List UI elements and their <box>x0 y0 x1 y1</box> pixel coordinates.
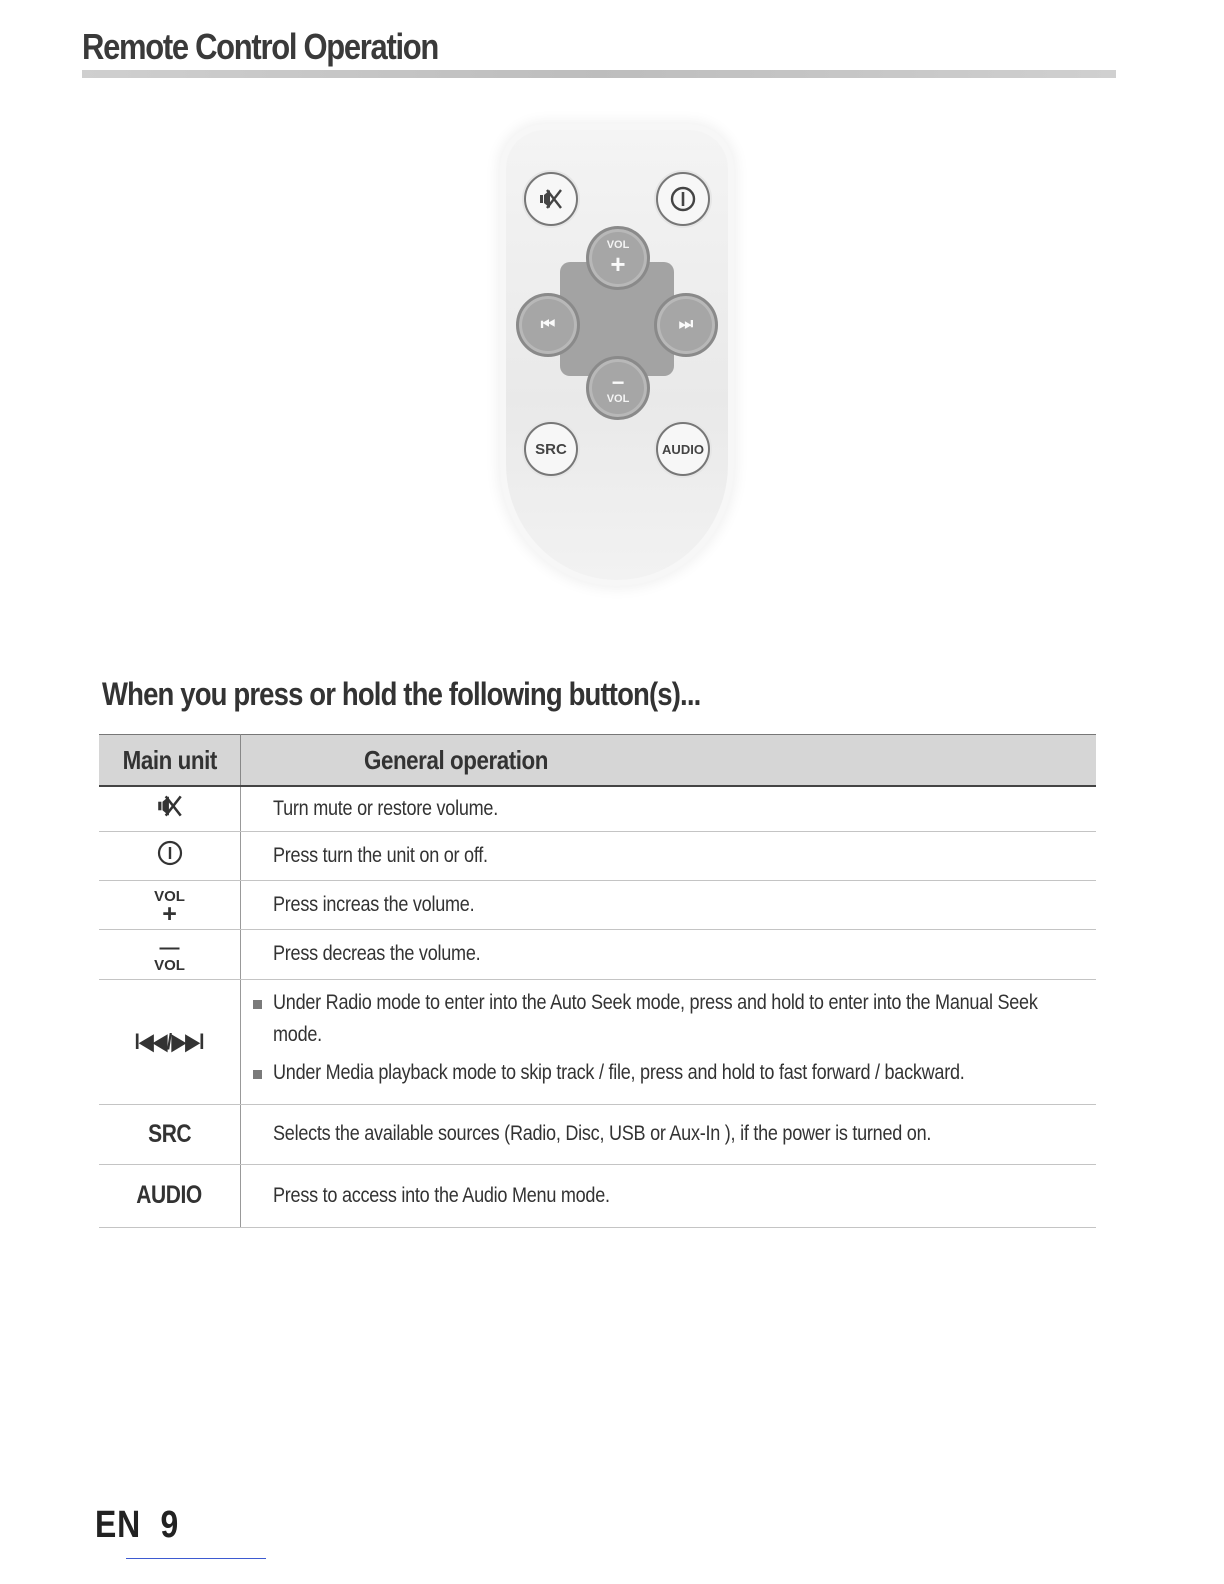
page-number: 9 <box>160 1504 180 1546</box>
remote-src-button <box>524 422 578 476</box>
table-row <box>99 1164 1096 1227</box>
vol-label: VOL <box>606 238 630 251</box>
mute-icon <box>537 186 565 212</box>
table-row <box>99 929 1096 979</box>
key-cell <box>99 831 241 880</box>
remote-vol-up-button <box>586 226 650 290</box>
vol-label: VOL <box>606 392 630 405</box>
operation-table <box>99 734 1096 1228</box>
bullet-item <box>273 987 1095 1051</box>
table-header-row <box>99 735 1096 787</box>
desc-cell <box>241 979 1097 1104</box>
power-icon <box>155 838 185 868</box>
remote-control-illustration <box>498 112 738 592</box>
remote-next-button <box>654 293 718 357</box>
table-row <box>99 1104 1096 1164</box>
desc-cell <box>241 880 1097 929</box>
header-general-operation-label: General operation <box>363 744 549 775</box>
footer-language: EN <box>95 1504 142 1546</box>
desc-cell <box>241 831 1097 880</box>
row-desc: Press decreas the volume. <box>273 942 481 965</box>
table-row <box>99 831 1096 880</box>
bullet-square-icon <box>253 1070 262 1079</box>
bullet-list <box>273 981 1095 1103</box>
skip-keys-label: I◀◀/▶▶I <box>134 1028 205 1054</box>
vol-label: VOL <box>154 887 185 905</box>
key-cell <box>99 979 241 1104</box>
table-row <box>99 979 1096 1104</box>
key-cell <box>99 1164 241 1227</box>
audio-key-label: AUDIO <box>136 1181 203 1209</box>
row-desc: Turn mute or restore volume. <box>273 796 498 820</box>
row-desc: Press to access into the Audio Menu mode. <box>273 1183 610 1207</box>
prev-track-icon: ⏮ <box>540 316 556 333</box>
plus-icon: + <box>610 248 626 279</box>
power-icon <box>668 184 698 214</box>
desc-cell <box>241 1104 1097 1164</box>
desc-cell <box>241 1164 1097 1227</box>
title-rule <box>82 70 1116 78</box>
minus-icon: — <box>159 936 180 959</box>
bullet-square-icon <box>253 1000 262 1009</box>
plus-icon: + <box>162 899 177 928</box>
remote-prev-button <box>516 293 580 357</box>
key-cell <box>99 880 241 929</box>
row-desc: Selects the available sources (Radio, Disc, USB or Aux-In ), if the power is turned on. <box>273 1122 932 1145</box>
src-key-label: SRC <box>147 1119 192 1148</box>
vol-label: VOL <box>154 956 185 974</box>
src-label: SRC <box>535 440 567 458</box>
vol-up-key <box>154 889 185 927</box>
table-row <box>99 880 1096 929</box>
header-main-unit-label: Main unit <box>122 744 217 775</box>
remote-audio-button <box>656 422 710 476</box>
key-cell <box>99 1104 241 1164</box>
remote-power-button <box>656 172 710 226</box>
footer-line <box>126 1558 266 1559</box>
minus-icon: − <box>611 369 625 395</box>
mute-icon <box>155 792 185 820</box>
remote-vol-down-button <box>586 356 650 420</box>
key-cell <box>99 786 241 831</box>
bullet-text: Under Media playback mode to skip track / file, press and hold to fast forward / backward. <box>273 1060 965 1084</box>
page-title: Remote Control Operation <box>82 26 439 67</box>
vol-down-key <box>154 938 185 973</box>
table-row <box>99 786 1096 831</box>
desc-cell <box>241 786 1097 831</box>
row-desc: Press increas the volume. <box>273 892 475 916</box>
bullet-text: Under Radio mode to enter into the Auto Seek mode, press and hold to enter into the Manual Seek mode. <box>273 990 1038 1046</box>
next-track-icon: ⏭ <box>678 316 694 333</box>
header-main-unit <box>99 735 241 787</box>
remote-mute-button <box>524 172 578 226</box>
page-footer <box>95 1504 179 1547</box>
audio-label: AUDIO <box>662 441 704 457</box>
desc-cell <box>241 929 1097 979</box>
key-cell <box>99 929 241 979</box>
row-desc: Press turn the unit on or off. <box>273 843 488 867</box>
header-general-operation <box>241 735 1097 787</box>
section-heading: When you press or hold the following button(s)... <box>102 676 701 712</box>
bullet-item <box>273 1057 1095 1089</box>
